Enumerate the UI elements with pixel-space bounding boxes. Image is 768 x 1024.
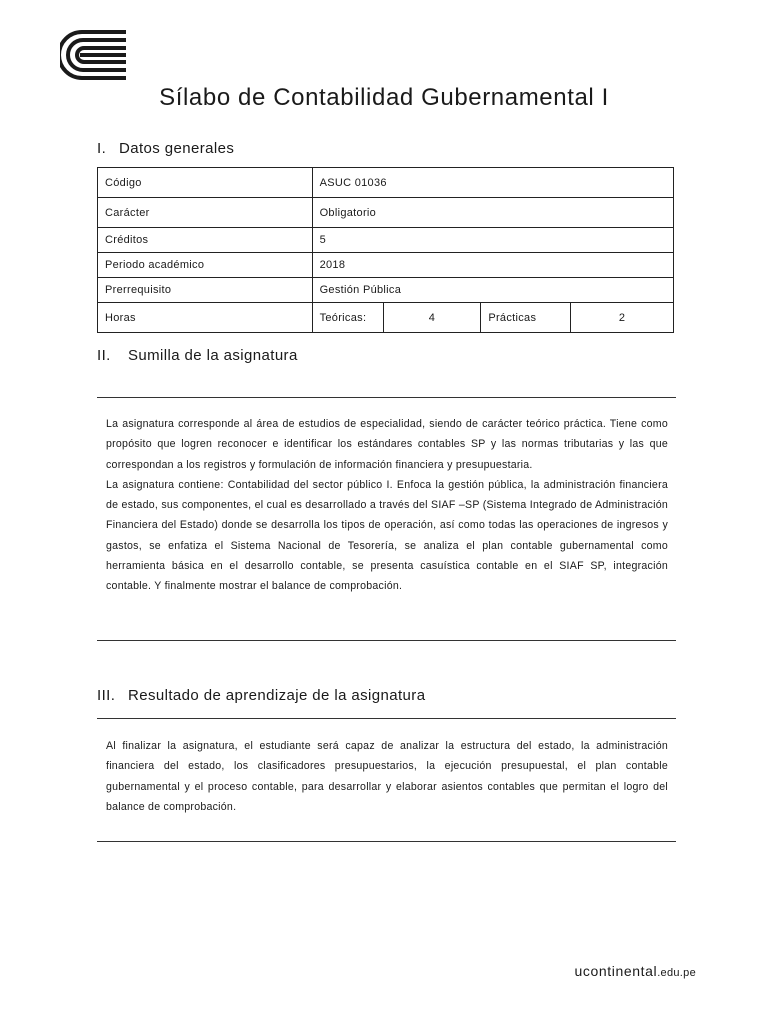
table-row: [98, 198, 674, 228]
footer-brand-name: ucontinental: [574, 963, 658, 979]
table-row: [98, 278, 674, 303]
footer-domain: .edu.pe: [657, 967, 696, 979]
sumilla-paragraph: La asignatura contiene: Contabilidad del sector público I. Enfoca la gestión pública, la administración financiera de estado, sus componentes, el cual es desarrollado a través del SIAF –SP (Sistema Integrado de Administración Financiera del Estado) donde se desarrolla los tipos de operación, así como todas las operaciones de ingresos y gastos, se enfatiza el Sistema Nacional de Tesorería, se analiza el plan contable gubernamental como herramienta básica en el desarrollo contable, se presenta casuística contable en el SIAF SP, integración contable. Y finalmente mostrar el balance de comprobación.: [106, 478, 668, 593]
resultado-paragraph: Al finalizar la asignatura, el estudiante será capaz de analizar la estructura del estado, la administración financiera del estado, los clasificadores presupuestarios, la ejecución presupuestal, el plan contable gubernamental y el proceso contable, para desarrollar y elaborar asientos contables que permitan el logro del balance de comprobación.: [106, 740, 668, 813]
section-number: II.: [97, 347, 111, 364]
sumilla-text: [106, 414, 668, 597]
section-number: III.: [97, 687, 116, 704]
section-heading-sumilla: [97, 347, 298, 364]
resultado-text: [106, 736, 668, 817]
divider: [97, 841, 676, 842]
table-label: Prerrequisito: [98, 278, 313, 303]
table-label: Código: [98, 168, 313, 198]
teoricas-label: Teóricas:: [312, 303, 383, 333]
general-data-table: [97, 167, 674, 333]
table-value: 2018: [312, 253, 673, 278]
table-label: Horas: [98, 303, 313, 333]
table-value: Obligatorio: [312, 198, 673, 228]
section-title: Datos generales: [119, 140, 235, 157]
table-value: 5: [312, 228, 673, 253]
table-value: ASUC 01036: [312, 168, 673, 198]
table-row: [98, 253, 674, 278]
section-heading-resultado: [97, 687, 425, 704]
table-row: [98, 303, 674, 333]
table-row: [98, 228, 674, 253]
divider: [97, 640, 676, 641]
practicas-value: 2: [571, 303, 674, 333]
practicas-label: Prácticas: [481, 303, 571, 333]
table-label: Carácter: [98, 198, 313, 228]
divider: [97, 397, 676, 398]
table-label: Créditos: [98, 228, 313, 253]
table-label: Periodo académico: [98, 253, 313, 278]
continental-logo-icon: [60, 30, 128, 80]
footer-brand: [574, 963, 696, 979]
section-title: Resultado de aprendizaje de la asignatura: [128, 687, 426, 704]
divider: [97, 718, 676, 719]
section-number: I.: [97, 140, 107, 157]
sumilla-paragraph: La asignatura corresponde al área de estudios de especialidad, siendo de carácter teórico práctica. Tiene como propósito que logren reconocer e identificar los estándares contables SP y las normas tributarias y las que correspondan a los registros y formulación de información financiera y presupuestaria.: [106, 418, 668, 471]
table-row: [98, 168, 674, 198]
teoricas-value: 4: [383, 303, 481, 333]
page-title: Sílabo de Contabilidad Gubernamental I: [159, 84, 609, 111]
table-value: Gestión Pública: [312, 278, 673, 303]
section-title: Sumilla de la asignatura: [128, 347, 298, 364]
section-heading-general: [97, 140, 234, 157]
